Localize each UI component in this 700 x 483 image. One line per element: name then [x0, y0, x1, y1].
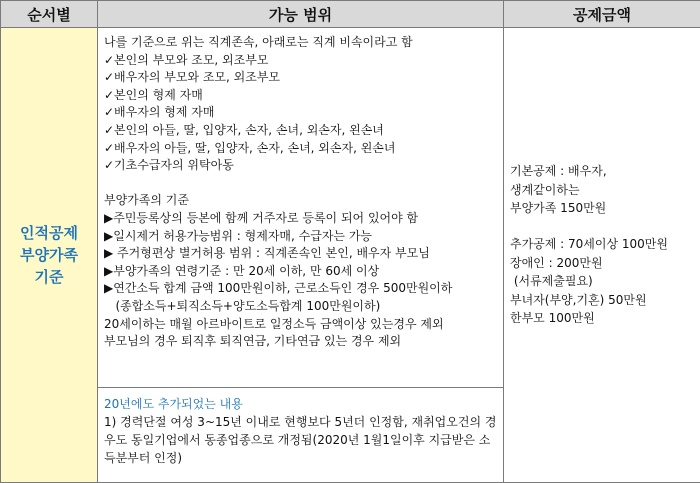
header-amount: 공제금액	[504, 1, 700, 28]
criteria-item: ▶주민등록상의 등본에 함께 거주자로 등록이 되어 있어야 함	[104, 210, 419, 225]
amount-cell	[504, 28, 700, 483]
spacer	[510, 328, 694, 348]
spacer	[104, 175, 497, 193]
added-text: 1) 경력단절 여성 3~15년 이내로 현행보다 5년더 인정함, 재취업오건의 경우도 동일기업에서 동종업종으로 개정됨(2020년 1월1일이후 지급받은 소득분부터 인정)	[104, 415, 497, 465]
header-range: 가능 범위	[98, 1, 504, 28]
family-item: ✓본인의 부모와 조모, 외조부모	[104, 52, 269, 67]
amount-line: 한부모 100만원	[510, 311, 595, 326]
criteria-title: 부양가족의 기준	[104, 193, 189, 208]
amount-line: 장애인 : 200만원	[510, 255, 603, 270]
amount-line: 부녀자(부양,기혼) 50만원	[510, 292, 647, 307]
criteria-item: ▶부양가족의 연령기준 : 만 20세 이하, 만 60세 이상	[104, 263, 380, 278]
criteria-item: ▶일시제거 허용가능범위 : 형제자매, 수급자는 가능	[104, 228, 372, 243]
amount-line: 생계같이하는	[510, 182, 580, 197]
range-intro: 나를 기준으로 위는 직계존속, 아래로는 직계 비속이라고 함	[104, 35, 413, 49]
amount-line: 추가공제 : 70세이상 100만원	[510, 237, 668, 252]
criteria-item: ▶연간소득 합계 금액 100만원이하, 근로소득인 경우 500만원이하	[104, 281, 453, 296]
criteria-item: 20세이하는 매월 아르바이트로 일정소득 금액이상 있는경우 제외	[104, 316, 444, 331]
category-line-3: 기준	[34, 268, 64, 286]
category-cell	[1, 28, 98, 483]
family-item: ✓본인의 형제 자매	[104, 87, 203, 102]
category-line-2: 부양가족	[20, 246, 78, 264]
family-item: ✓배우자의 형제 자매	[104, 105, 215, 120]
header-row	[1, 1, 700, 28]
family-item: ✓본인의 아들, 딸, 입양자, 손자, 손녀, 외손자, 왼손녀	[104, 122, 384, 137]
family-item: ✓배우자의 아들, 딸, 입양자, 손자, 손녀, 외손자, 왼손녀	[104, 140, 396, 155]
criteria-item: ▶ 주거형편상 별거허용 범위 : 직계존속인 본인, 배우자 부모님	[104, 246, 430, 261]
category-line-1: 인적공제	[20, 224, 78, 242]
amount-line: (서류제출필요)	[510, 274, 593, 289]
spacer	[510, 218, 694, 236]
criteria-item: 부모님의 경우 퇴직후 퇴직연금, 기타연금 있는 경우 제외	[104, 334, 402, 349]
main-row	[1, 28, 700, 388]
family-item: ✓기초수급자의 위탁아동	[104, 158, 234, 173]
added-cell	[98, 388, 504, 483]
amount-line: 부양가족 150만원	[510, 201, 607, 216]
amount-line: 기본공제 : 배우자,	[510, 164, 607, 179]
criteria-item: (종합소득+퇴직소득+양도소득합계 100만원이하)	[104, 298, 381, 313]
family-item: ✓배우자의 부모와 조모, 외조부모	[104, 70, 281, 85]
header-order: 순서별	[1, 1, 98, 28]
added-title: 20년에도 추가되었는 내용	[104, 397, 243, 411]
range-cell	[98, 28, 504, 388]
